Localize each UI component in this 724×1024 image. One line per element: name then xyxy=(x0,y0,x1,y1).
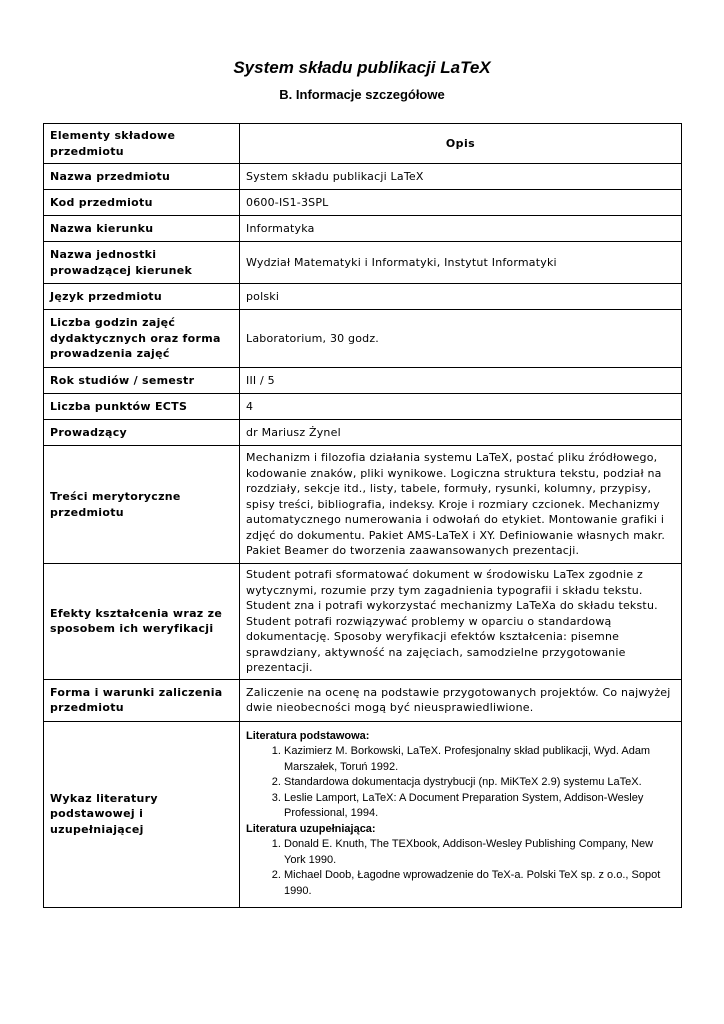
row-value: Laboratorium, 30 godz. xyxy=(240,310,682,368)
row-value: polski xyxy=(240,284,682,310)
row-label: Nazwa kierunku xyxy=(44,216,240,242)
table-row xyxy=(44,446,682,564)
table-row xyxy=(44,564,682,680)
row-label: Treści merytoryczne przedmiotu xyxy=(44,446,240,564)
basic-literature-heading: Literatura podstawowa: xyxy=(246,729,370,742)
row-label: Prowadzący xyxy=(44,420,240,446)
row-label: Rok studiów / semestr xyxy=(44,368,240,394)
row-label: Język przedmiotu xyxy=(44,284,240,310)
row-value: III / 5 xyxy=(240,368,682,394)
row-label: Forma i warunki zaliczenia przedmiotu xyxy=(44,679,240,721)
document-subtitle: B. Informacje szczegółowe xyxy=(279,87,445,102)
supplementary-literature-list xyxy=(246,837,675,899)
row-label: Liczba godzin zajęć dydaktycznych oraz forma prowadzenia zajęć xyxy=(44,310,240,368)
table-row xyxy=(44,420,682,446)
row-value: 0600-IS1-3SPL xyxy=(240,190,682,216)
row-value: Informatyka xyxy=(240,216,682,242)
row-label: Nazwa jednostki prowadzącej kierunek xyxy=(44,242,240,284)
table-row xyxy=(44,284,682,310)
literature-row xyxy=(44,721,682,907)
row-value: Zaliczenie na ocenę na podstawie przygotowanych projektów. Co najwyżej dwie nieobecności mogą być nieusprawiedliwione. xyxy=(240,679,682,721)
row-label: Liczba punktów ECTS xyxy=(44,394,240,420)
table-row xyxy=(44,368,682,394)
basic-literature-list xyxy=(246,744,675,822)
table-row xyxy=(44,216,682,242)
row-value: 4 xyxy=(240,394,682,420)
list-item: 1. Kazimierz M. Borkowski, LaTeX. Profesjonalny skład publikacji, Wyd. Adam Marszałek, Toruń 1992. xyxy=(284,744,675,775)
list-item: 1. Donald E. Knuth, The TEXbook, Addison-Wesley Publishing Company, New York 1990. xyxy=(284,837,675,868)
header-label-cell: Elementy składowe przedmiotu xyxy=(44,124,240,164)
literature-label: Wykaz literatury podstawowej i uzupełniającej xyxy=(44,721,240,907)
row-value: dr Mariusz Żynel xyxy=(240,420,682,446)
list-item: 2. Standardowa dokumentacja dystrybucji (np. MiKTeX 2.9) systemu LaTeX. xyxy=(284,775,675,791)
table-row xyxy=(44,164,682,190)
course-details-table xyxy=(43,123,682,908)
list-item: 2. Michael Doob, Łagodne wprowadzenie do TeX-a. Polski TeX sp. z o.o., Sopot 1990. xyxy=(284,868,675,899)
table-row xyxy=(44,394,682,420)
header-value-cell: Opis xyxy=(240,124,682,164)
literature-cell xyxy=(240,721,682,907)
row-value: Wydział Matematyki i Informatyki, Instytut Informatyki xyxy=(240,242,682,284)
supplementary-literature-heading: Literatura uzupełniająca: xyxy=(246,822,376,835)
table-row xyxy=(44,242,682,284)
table-row xyxy=(44,190,682,216)
row-value: System składu publikacji LaTeX xyxy=(240,164,682,190)
row-value: Student potrafi sformatować dokument w środowisku LaTex zgodnie z wytycznymi, rozumie przy tym zagadnienia typografii i składu tekstu. Student zna i potrafi wykorzystać mechanizmy LaTeXa do składu tekstu. Student potrafi rozwiązywać problemy w oparciu o standardową dokumentację. Sposoby weryfikacji efektów kształcenia: pisemne sprawdziany, aktywność na zajęciach, samodzielne przygotowanie prezentacji. xyxy=(240,564,682,680)
document-title: System składu publikacji LaTeX xyxy=(233,58,491,77)
table-header-row xyxy=(44,124,682,164)
row-label: Efekty kształcenia wraz ze sposobem ich weryfikacji xyxy=(44,564,240,680)
list-item: 3. Leslie Lamport, LaTeX: A Document Preparation System, Addison-Wesley Professional, 1994. xyxy=(284,791,675,822)
row-label: Nazwa przedmiotu xyxy=(44,164,240,190)
row-label: Kod przedmiotu xyxy=(44,190,240,216)
table-row xyxy=(44,310,682,368)
table-row xyxy=(44,679,682,721)
row-value: Mechanizm i filozofia działania systemu LaTeX, postać pliku źródłowego, kodowanie znaków, pliki wynikowe. Logiczna struktura tekstu, podział na rozdziały, sekcje itd., listy, tabele, formuły, rysunki, kolumny, przypisy, spisy treści, bibliografia, indeksy. Kroje i rozmiary czcionek. Mechanizmy automatycznego numerowania i odwołań do etykiet. Montowanie grafiki i zdjęć do dokumentu. Pakiet AMS-LaTeX i XY. Definiowanie własnych makr. Pakiet Beamer do tworzenia zaawansowanych prezentacji. xyxy=(240,446,682,564)
